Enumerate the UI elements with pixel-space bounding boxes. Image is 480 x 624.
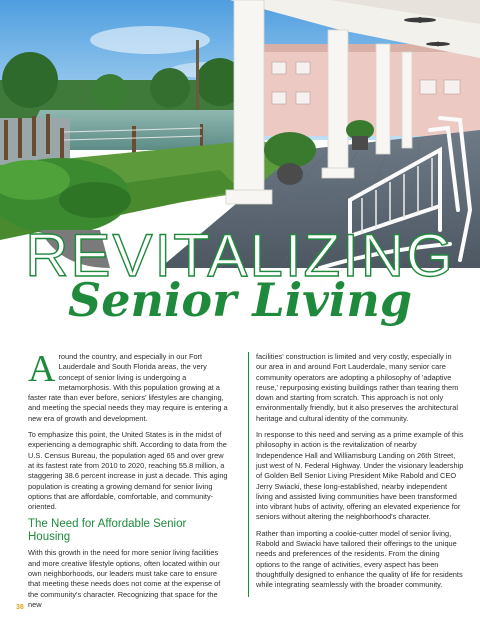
page-number: 38 [16,604,24,611]
section-subheading: The Need for Affordable Senior Housing [28,518,187,543]
headline-line-2: Senior Living [68,273,412,327]
intro-paragraph [28,348,229,424]
paragraph-2: To emphasize this point, the United States is in the midst of experiencing a demographic shift. According to data from the U.S. Census Bureau, the population aged 65 and over grew at its fastest rate from 2010 to 2020, reaching 55.8 million, a staggering 38.6 percent increase in just a decade. This aging population is creating a growing demand for senior living options that are affordable, comfortable, and community-oriented. [28,430,228,512]
paragraph-5: In response to this need and serving as a prime example of this philosophy in action is the revitalization of nearby Independence Hall and Williamsburg Landing on 26th Street, just west of N. Federal Highway. Under the visionary leadership of Golden Bell Senior Living President Mike Rabold and CEO Jerry Swiacki, these long-established, nearby independent living and assisted living communities have been transformed into vibrant hubs of activity, offering an elevated experience for seniors without altering the neighborhood's character. [256,430,464,522]
article-column-left [28,348,229,616]
intro-text: round the country, and especially in our Fort Lauderdale and South Florida areas, the very concept of senior living is undergoing a metamorphosis. With this population growing at a faster rate than ever before, seniors' lifestyles are changing, and meeting the special needs they may require is entering a new era of growth and development. [28,352,228,423]
headline-line-1: REVITALIZING [25,222,455,289]
paragraph-4: facilities' construction is limited and very costly, especially in our area in and around Fort Lauderdale, many senior care community operators are adopting a philosophy of 'adaptive reuse,' repurposing existing buildings rather than tearing them down and starting from scratch. This approach is not only environmentally friendly, but it also preserves the architectural heritage and cultural identity of the community. [256,352,459,423]
paragraph-6: Rather than importing a cookie-cutter model of senior living, Rabold and Swiacki have tailored their offerings to the unique needs and preferences of the residents. From the dining options to the range of activities, every aspect has been thoughtfully designed to enhance the quality of life for residents while integrating seamlessly with the broader community. [256,528,463,590]
article-column-right [248,352,464,597]
drop-cap: A [28,348,56,390]
paragraph-3: With this growth in the need for more senior living facilities and more creative lifestyle options, often located within our own neighborhoods, our leaders must take care to ensure that meeting these needs does not come at the expense of the community's character. Recognizing that space for the new [28,548,221,609]
